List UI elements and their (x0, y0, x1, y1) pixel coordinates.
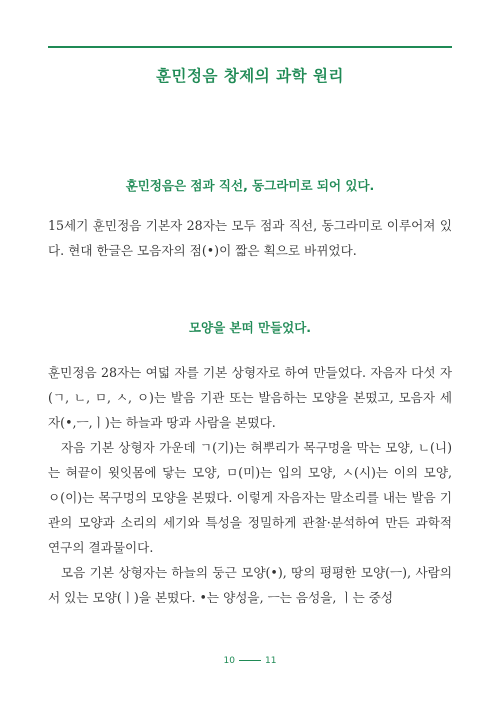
section-heading-1: 훈민정음은 점과 직선, 동그라미로 되어 있다. (125, 178, 375, 193)
page-numbers (0, 656, 500, 666)
top-rule (48, 46, 452, 48)
section-2-paragraph-2: 자음 기본 상형자 가운데 ㄱ(기)는 혀뿌리가 목구멍을 막는 모양, ㄴ(니)는 혀끝이 윗잇몸에 닿는 모양, ㅁ(미)는 입의 모양, ㅅ(시)는 이의 모양, ㅇ(이)는 목구멍의 모양을 본떴다. 이렇게 자음자는 말소리를 내는 발음 기관의 모양과 소리의 세기와 특성을 정밀하게 관찰·분석하여 만든 과학적 연구의 결과물이다. (48, 440, 452, 555)
section-heading-2: 모양을 본떠 만들었다. (188, 320, 312, 335)
section-1-paragraph-1: 15세기 훈민정음 기본자 28자는 모두 점과 직선, 동그라미로 이루어져 있다. 현대 한글은 모음자의 점(•)이 짧은 획으로 바뀌었다. (48, 218, 452, 258)
section-2-paragraph-1: 훈민정음 28자는 여덟 자를 기본 상형자로 하여 만들었다. 자음자 다섯 자(ㄱ, ㄴ, ㅁ, ㅅ, ㅇ)는 발음 기관 또는 발음하는 모양을 본떴고, 모음자 세 자(•,ㅡ,ㅣ)는 하늘과 땅과 사람을 본떴다. (48, 365, 452, 430)
page-number-separator (239, 660, 261, 661)
right-page-number: 11 (265, 656, 277, 666)
page-title: 훈민정음 창제의 과학 원리 (156, 66, 344, 85)
section-2-paragraph-3: 모음 기본 상형자는 하늘의 둥근 모양(•), 땅의 평평한 모양(ㅡ), 사람의 서 있는 모양(ㅣ)을 본떴다. •는 양성을, ㅡ는 음성을, ㅣ는 중성 (48, 565, 452, 605)
left-page-number: 10 (223, 656, 235, 666)
